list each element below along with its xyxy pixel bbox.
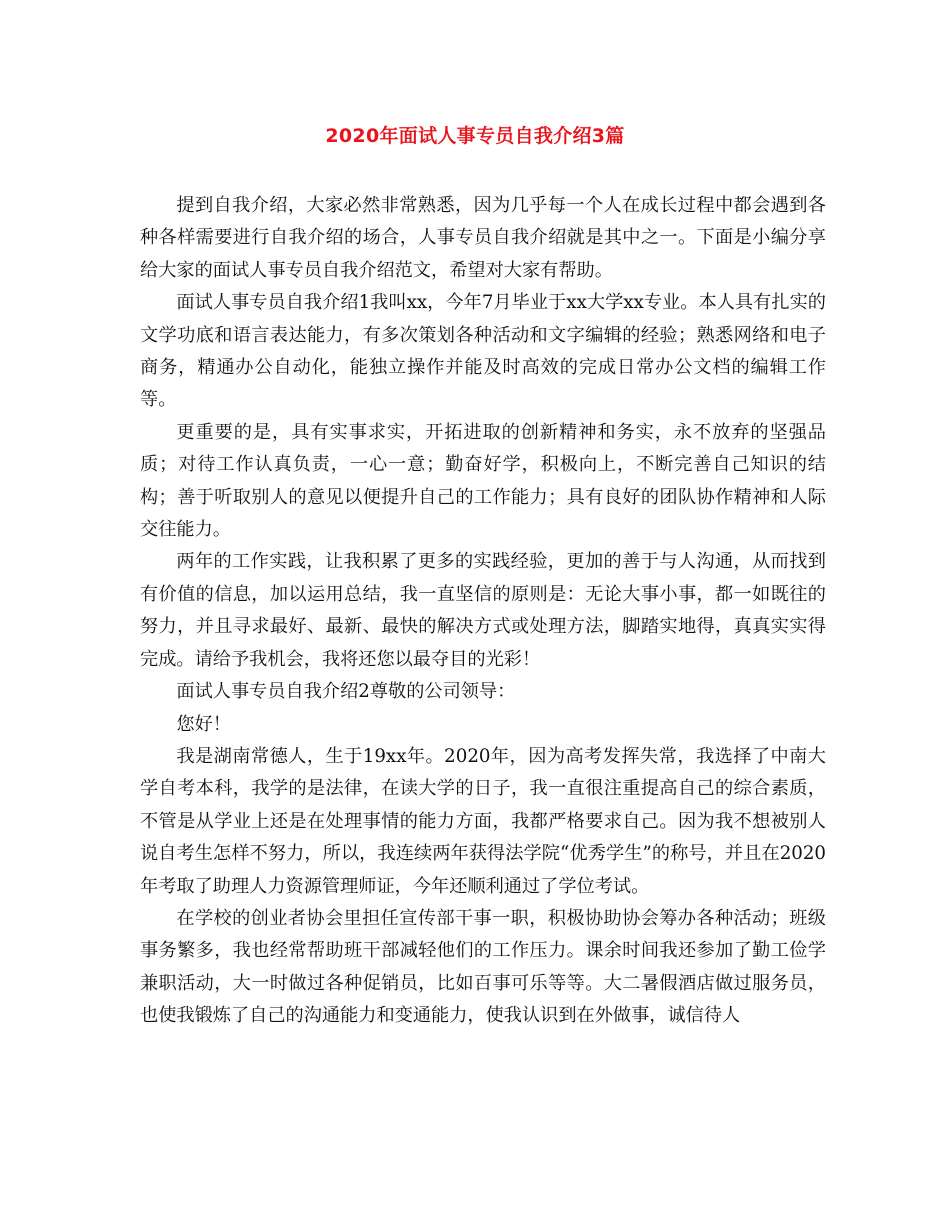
paragraph-intro: 提到自我介绍，大家必然非常熟悉，因为几乎每一个人在成长过程中都会遇到各种各样需要进行自我介绍的场合，人事专员自我介绍就是其中之一。下面是小编分享给大家的面试人事专员自我介绍范文，希望对大家有帮助。 <box>140 195 826 281</box>
document-title: 2020年面试人事专员自我介绍3篇 <box>325 125 625 147</box>
paragraph-activities: 在学校的创业者协会里担任宣传部干事一职，积极协助协会筹办各种活动；班级事务繁多，我也经常帮助班干部减轻他们的工作压力。课余时间我还参加了勤工俭学兼职活动，大一时做过各种促销员，比如百事可乐等等。大二暑假酒店做过服务员，也使我锻炼了自己的沟通能力和变通能力，使我认识到在外做事，诚信待人 <box>140 907 826 1027</box>
paragraph-greeting: 您好！ <box>176 713 231 735</box>
document-body <box>140 190 826 1033</box>
paragraph-experience: 两年的工作实践，让我积累了更多的实践经验，更加的善于与人沟通，从而找到有价值的信息，加以运用总结，我一直坚信的原则是：无论大事小事，都一如既往的努力，并且寻求最好、最新、最快的解决方式或处理方法，脚踏实地得，真真实实得完成。请给予我机会，我将还您以最夺目的光彩！ <box>140 551 826 670</box>
paragraph-intro-1: 面试人事专员自我介绍1我叫xx，今年7月毕业于xx大学xx专业。本人具有扎实的文学功底和语言表达能力，有多次策划各种活动和文字编辑的经验；熟悉网络和电子商务，精通办公自动化，能独立操作并能及时高效的完成日常办公文档的编辑工作等。 <box>140 292 826 411</box>
paragraph-intro-2-heading: 面试人事专员自我介绍2尊敬的公司领导： <box>176 681 516 703</box>
paragraph-qualities: 更重要的是，具有实事求实，开拓进取的创新精神和务实，永不放弃的坚强品质；对待工作认真负责，一心一意；勤奋好学，积极向上，不断完善自己知识的结构；善于听取别人的意见以便提升自己的工作能力；具有良好的团队协作精神和人际交往能力。 <box>140 421 826 541</box>
paragraph-background: 我是湖南常德人，生于19xx年。2020年，因为高考发挥失常，我选择了中南大学自考本科，我学的是法律，在读大学的日子，我一直很注重提高自己的综合素质，不管是从学业上还是在处理事情的能力方面，我都严格要求自己。因为我不想被别人说自考生怎样不努力，所以，我连续两年获得法学院“优秀学生”的称号，并且在2020年考取了助理人力资源管理师证，今年还顺利通过了学位考试。 <box>140 745 826 897</box>
